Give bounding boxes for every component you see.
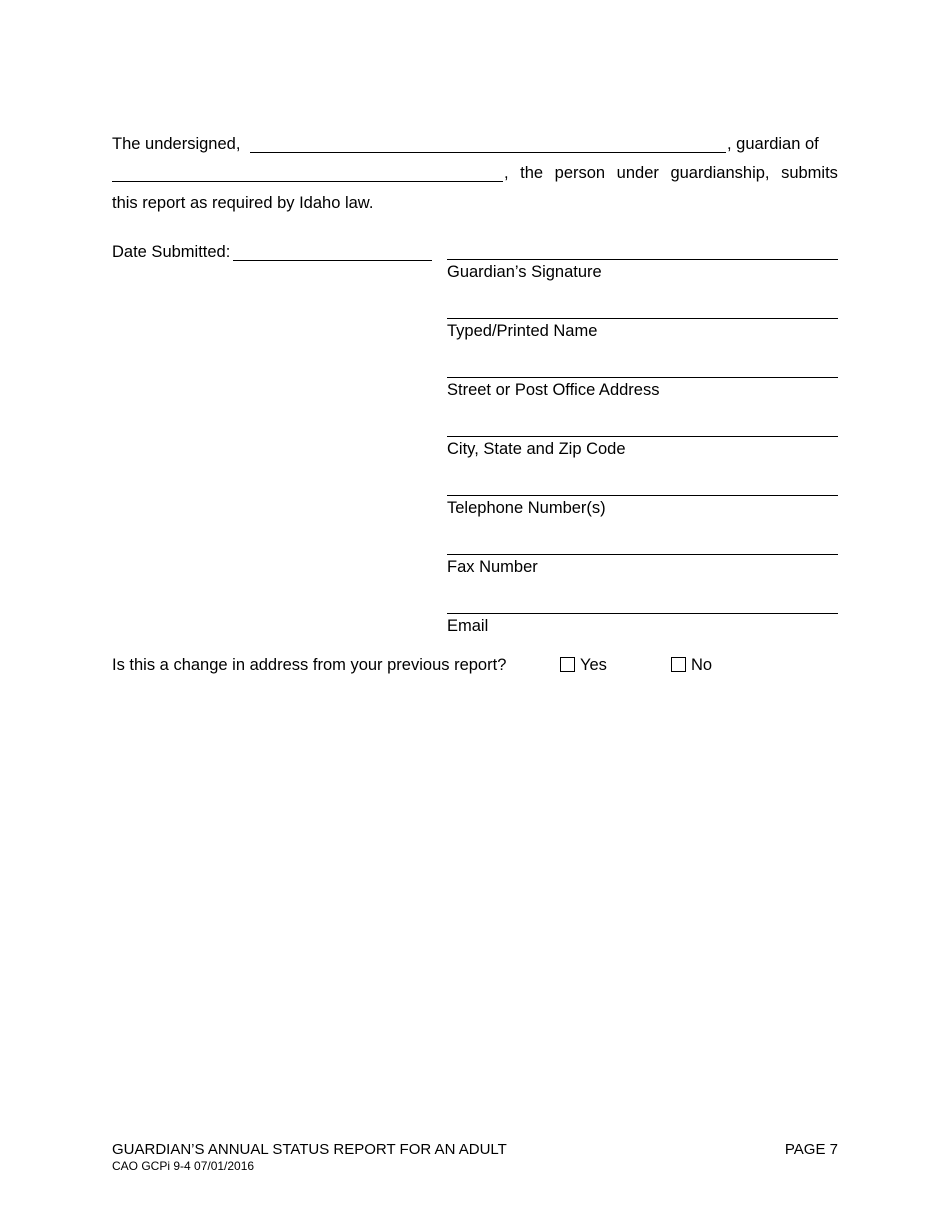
telephone-field[interactable] bbox=[447, 495, 838, 496]
guardian-name-field[interactable] bbox=[250, 152, 726, 153]
email-label: Email bbox=[447, 617, 489, 635]
intro-line2-word: person bbox=[554, 164, 606, 182]
yes-label: Yes bbox=[580, 656, 607, 674]
guardian-signature-field[interactable] bbox=[447, 259, 838, 260]
intro-line2-word: under bbox=[616, 164, 659, 182]
intro-line2-word: submits bbox=[781, 164, 838, 182]
typed-printed-name-label: Typed/Printed Name bbox=[447, 322, 598, 340]
no-label: No bbox=[691, 656, 713, 674]
date-submitted-label: Date Submitted: bbox=[112, 243, 231, 261]
footer-title: GUARDIAN’S ANNUAL STATUS REPORT FOR AN ADULT bbox=[112, 1141, 507, 1158]
telephone-label: Telephone Number(s) bbox=[447, 499, 606, 517]
city-state-zip-label: City, State and Zip Code bbox=[447, 440, 626, 458]
address-change-question: Is this a change in address from your previous report? bbox=[112, 656, 507, 674]
footer-page-number: PAGE 7 bbox=[784, 1141, 838, 1158]
intro-line2-word: guardianship, bbox=[670, 164, 770, 182]
typed-printed-name-field[interactable] bbox=[447, 318, 838, 319]
intro-line1-suffix: , guardian of bbox=[727, 135, 819, 153]
ward-name-field[interactable] bbox=[112, 181, 503, 182]
intro-line2 bbox=[504, 163, 838, 183]
intro-line2-word: , bbox=[504, 164, 509, 182]
fax-number-field[interactable] bbox=[447, 554, 838, 555]
footer-form-code: CAO GCPi 9-4 07/01/2016 bbox=[112, 1159, 255, 1173]
email-field[interactable] bbox=[447, 613, 838, 614]
intro-line1-prefix: The undersigned, bbox=[112, 135, 241, 153]
yes-checkbox[interactable] bbox=[560, 657, 575, 672]
intro-line3: this report as required by Idaho law. bbox=[112, 194, 374, 212]
street-address-label: Street or Post Office Address bbox=[447, 381, 660, 399]
date-submitted-field[interactable] bbox=[233, 260, 432, 261]
guardian-signature-label: Guardian’s Signature bbox=[447, 263, 602, 281]
fax-number-label: Fax Number bbox=[447, 558, 538, 576]
city-state-zip-field[interactable] bbox=[447, 436, 838, 437]
street-address-field[interactable] bbox=[447, 377, 838, 378]
intro-line2-word: the bbox=[520, 164, 544, 182]
no-checkbox[interactable] bbox=[671, 657, 686, 672]
